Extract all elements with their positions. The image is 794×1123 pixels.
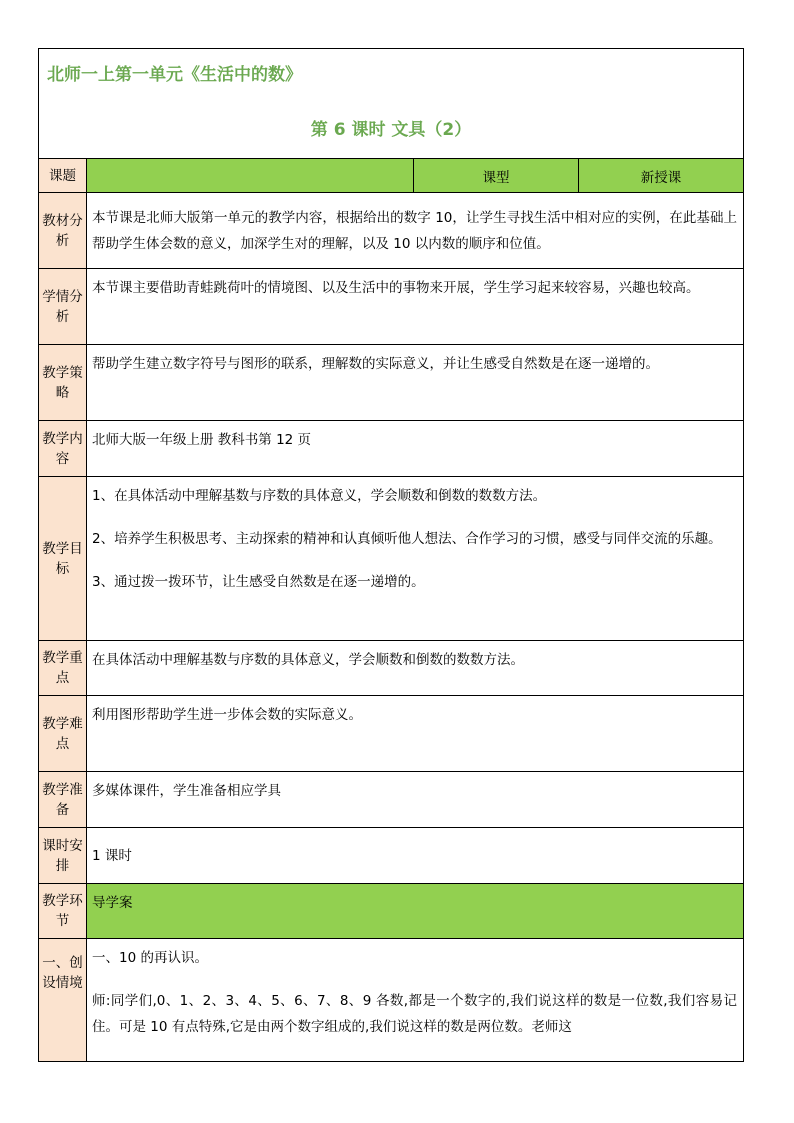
- table-row: [39, 696, 744, 772]
- lesson-type-value: 新授课: [579, 159, 744, 193]
- lesson-plan-sheet: [38, 48, 743, 1062]
- table-row: [39, 641, 744, 696]
- objective-item: 3、通过拨一拨环节，让生感受自然数是在逐一递增的。: [92, 574, 425, 590]
- row-label: 教学难点: [39, 696, 87, 772]
- objective-item: 2、培养学生积极思考、主动探索的精神和认真倾听他人想法、合作学习的习惯，感受与同伴交流的乐趣。: [92, 531, 722, 547]
- row-content: 本节课是北师大版第一单元的教学内容，根据给出的数字 10，让学生寻找生活中相对应的实例，在此基础上帮助学生体会数的意义，加深学生对的理解，以及 10 以内数的顺序和位值。: [87, 193, 744, 269]
- header-cell: [39, 49, 744, 159]
- table-row: [39, 345, 744, 421]
- lesson-type-label: 课型: [414, 159, 579, 193]
- lesson-plan-table: [38, 48, 744, 1062]
- row-content: [87, 477, 744, 641]
- row-content: 帮助学生建立数字符号与图形的联系，理解数的实际意义，并让生感受自然数是在逐一递增的。: [87, 345, 744, 421]
- table-row: [39, 269, 744, 345]
- topic-label: 课题: [39, 159, 87, 193]
- row-label: 课时安排: [39, 828, 87, 884]
- row-label: 教学重点: [39, 641, 87, 696]
- lesson-title: 第 6 课时 文具（2）: [310, 120, 472, 140]
- row-label: 一、创设情境: [39, 939, 87, 1062]
- row-content: 多媒体课件，学生准备相应学具: [87, 772, 744, 828]
- table-row: [39, 193, 744, 269]
- row-content: 利用图形帮助学生进一步体会数的实际意义。: [87, 696, 744, 772]
- topic-value: [87, 159, 414, 193]
- table-row: [39, 772, 744, 828]
- table-row: [39, 828, 744, 884]
- row-content: 在具体活动中理解基数与序数的具体意义，学会顺数和倒数的数数方法。: [87, 641, 744, 696]
- row-label: 教学策略: [39, 345, 87, 421]
- table-row: [39, 477, 744, 641]
- objective-item: 1、在具体活动中理解基数与序数的具体意义，学会顺数和倒数的数数方法。: [92, 488, 547, 504]
- header-row: [39, 49, 744, 159]
- row-label: 教学准备: [39, 772, 87, 828]
- content-paragraph: 一、10 的再认识。: [92, 950, 208, 966]
- row-content: [87, 939, 744, 1062]
- table-row: [39, 884, 744, 939]
- row-label: 学情分析: [39, 269, 87, 345]
- content-paragraph: 师:同学们,0、1、2、3、4、5、6、7、8、9 各数,都是一个数字的,我们说这样的数是一位数,我们容易记住。可是 10 有点特殊,它是由两个数字组成的,我们说这样的数是两位数。老师这: [92, 993, 737, 1035]
- row-content: 本节课主要借助青蛙跳荷叶的情境图、以及生活中的事物来开展，学生学习起来较容易，兴趣也较高。: [87, 269, 744, 345]
- row-label: 教学环节: [39, 884, 87, 939]
- row-content: 北师大版一年级上册 教科书第 12 页: [87, 421, 744, 477]
- table-row: [39, 421, 744, 477]
- table-row: [39, 939, 744, 1062]
- row-content: 导学案: [87, 884, 744, 939]
- row-label: 教材分析: [39, 193, 87, 269]
- row-content: 1 课时: [87, 828, 744, 884]
- row-label: 教学内容: [39, 421, 87, 477]
- row-label: 教学目标: [39, 477, 87, 641]
- document-title: 北师一上第一单元《生活中的数》: [47, 65, 302, 85]
- topic-row: [39, 159, 744, 193]
